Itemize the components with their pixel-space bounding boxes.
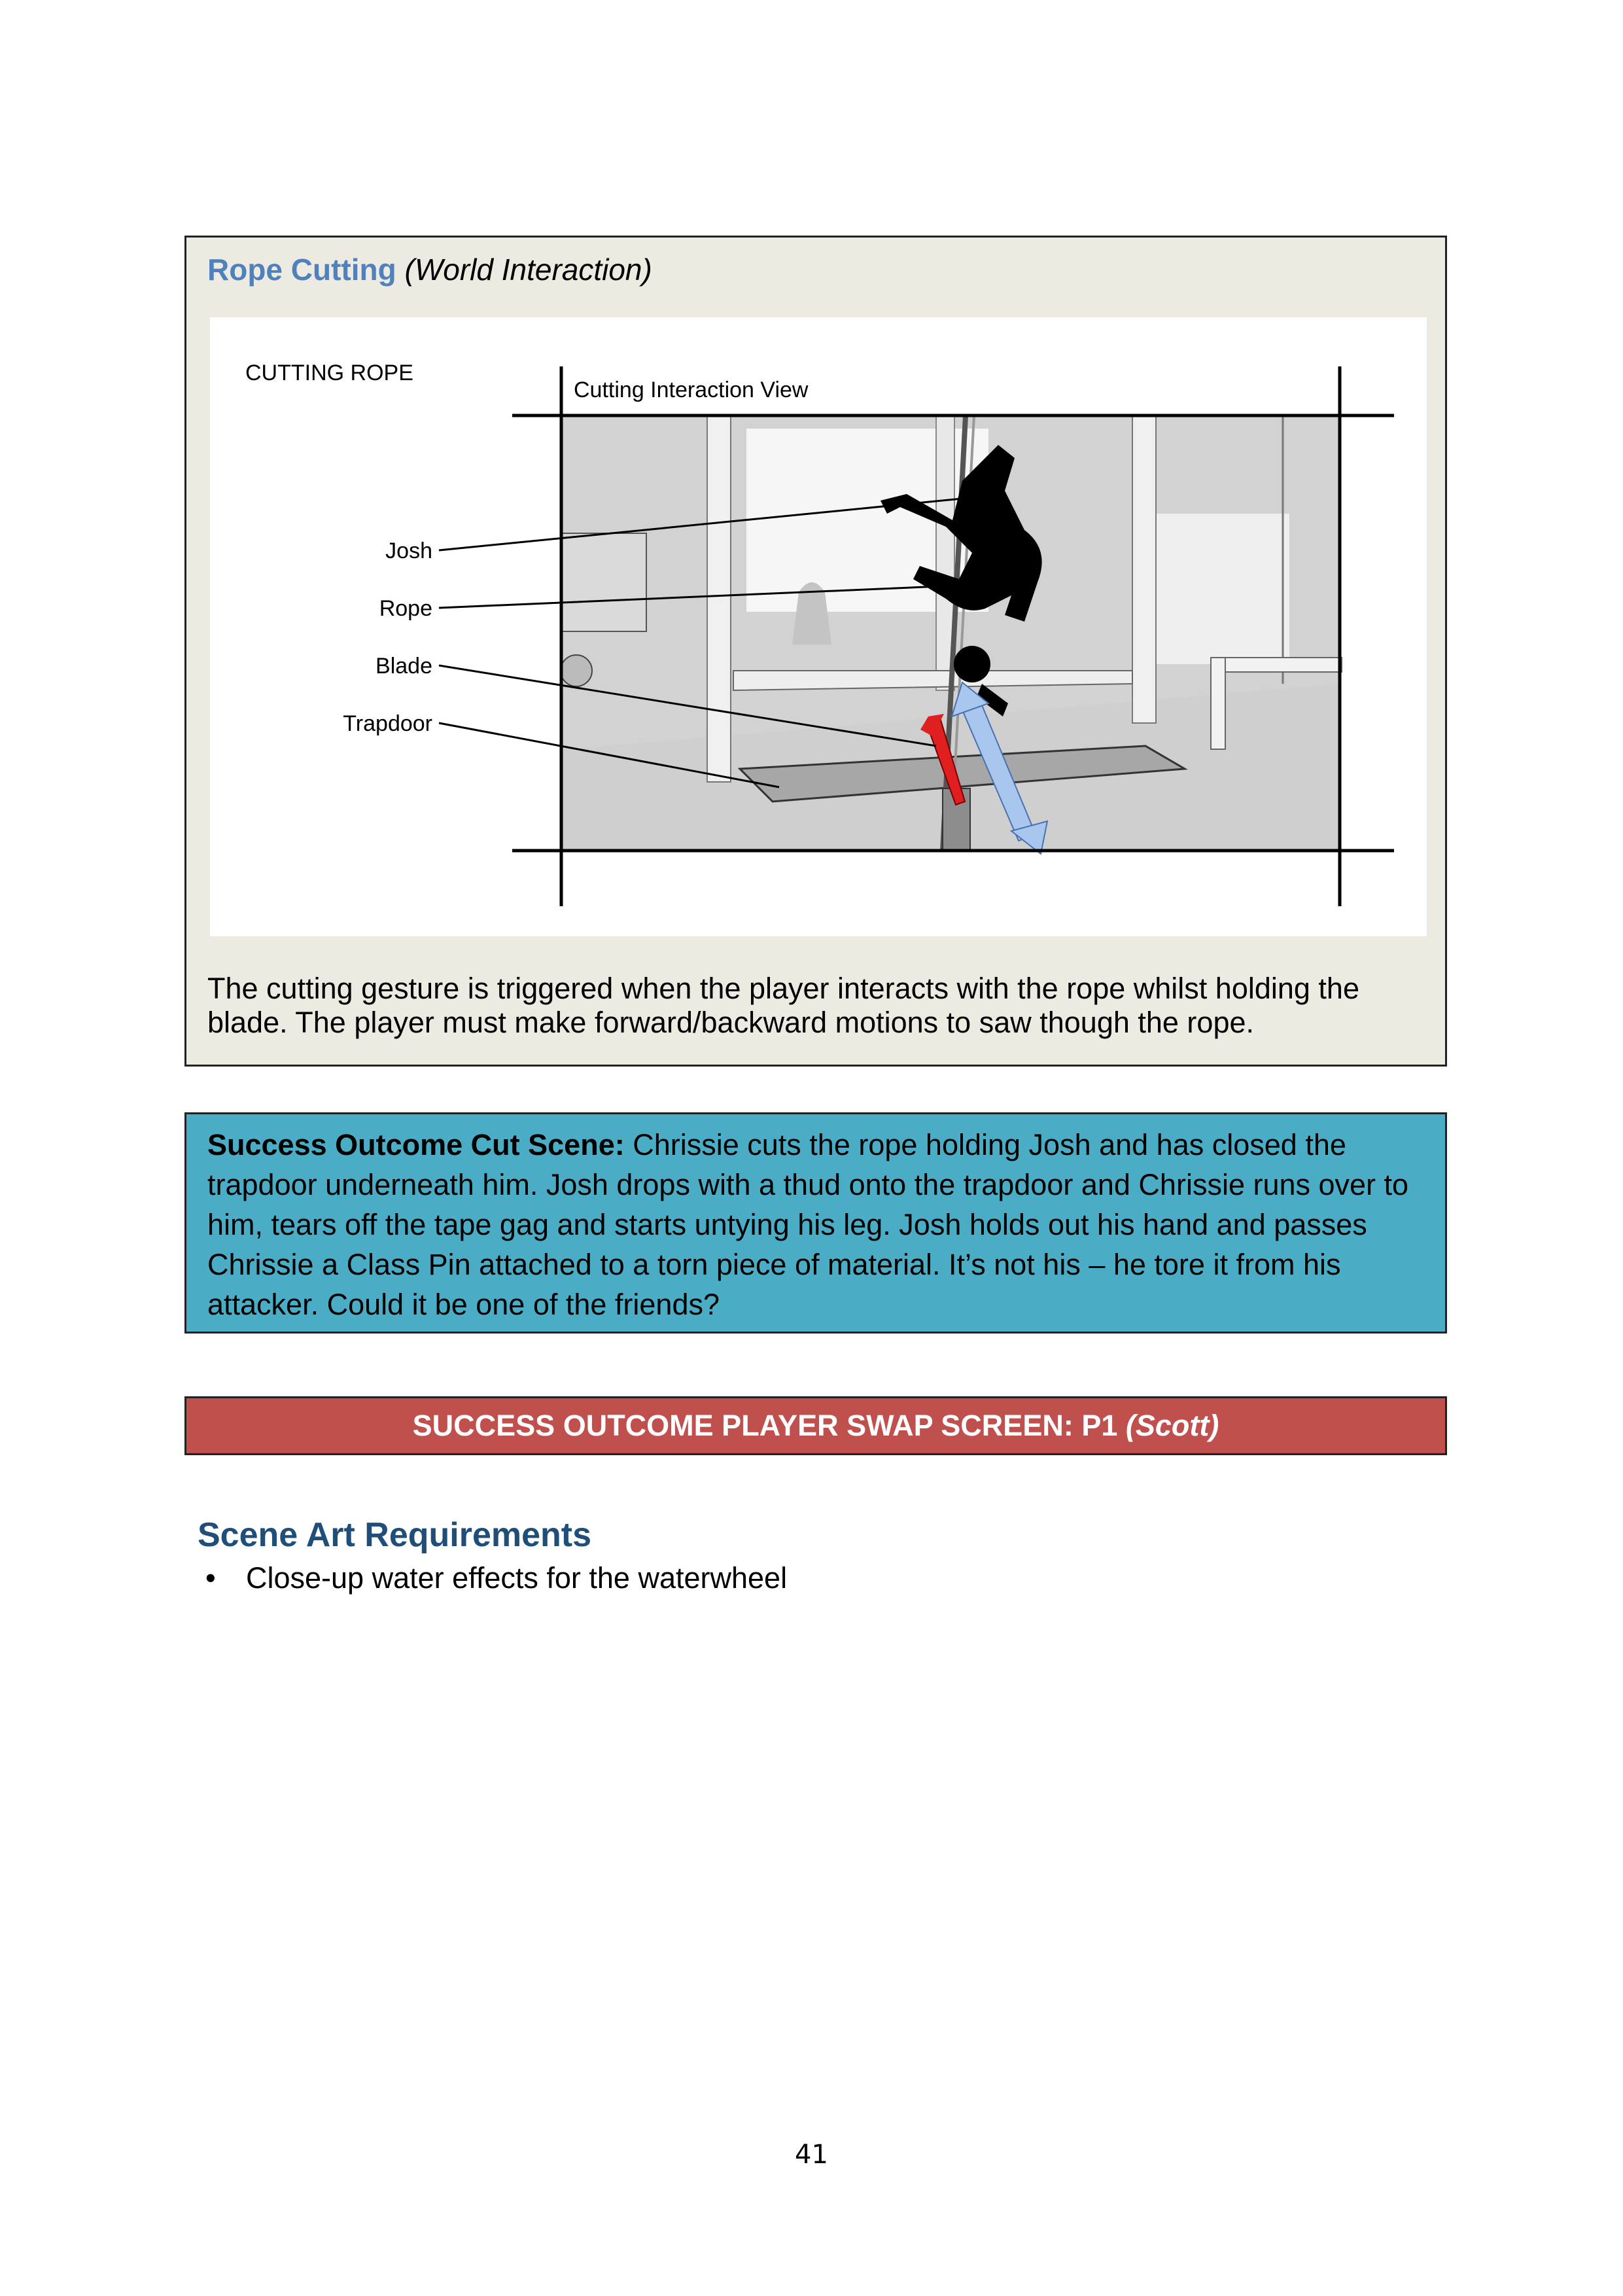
panel-title xyxy=(207,252,652,287)
label-trapdoor: Trapdoor xyxy=(343,711,432,736)
label-josh: Josh xyxy=(385,539,432,563)
panel-title-suffix: (World Interaction) xyxy=(404,253,652,287)
machinery xyxy=(561,533,646,631)
bullet-icon: • xyxy=(205,1561,216,1595)
panel-title-main: Rope Cutting xyxy=(207,253,396,287)
scene-art-heading: Scene Art Requirements xyxy=(198,1516,592,1554)
storyboard-sketch xyxy=(210,317,1427,936)
cut-scene-label: Success Outcome Cut Scene: xyxy=(207,1128,625,1161)
panel-description: The cutting gesture is triggered when the player interacts with the rope whilst holding the blade. The player must make forward/backward motions to saw though the rope. xyxy=(207,972,1359,1039)
player-swap-banner xyxy=(184,1396,1447,1455)
cut-scene-text: Chrissie cuts the rope holding Josh and has closed the trapdoor underneath him. Josh drops with a thud onto the trapdoor and Chrissie runs over to him, tears off the tape gag and starts untying his leg. Josh holds out his hand and passes Chrissie a Class Pin attached to a torn piece of material. It’s not his – he tore it from his attacker. Could it be one of the friends? xyxy=(207,1128,1409,1321)
label-blade: Blade xyxy=(375,654,432,679)
cutting-rope-figure xyxy=(210,317,1427,936)
right-window xyxy=(1139,514,1289,664)
label-rope: Rope xyxy=(379,596,432,621)
list-item xyxy=(198,1559,787,1598)
beam-right xyxy=(1132,415,1156,723)
view-label: Cutting Interaction View xyxy=(574,378,809,402)
art-requirements-list xyxy=(198,1559,787,1598)
right-post xyxy=(1211,658,1225,749)
gear xyxy=(561,655,592,686)
right-rail xyxy=(1211,658,1342,672)
josh-head xyxy=(954,646,990,682)
list-item-text: Close-up water effects for the waterwheel xyxy=(246,1561,788,1595)
banner-text: SUCCESS OUTCOME PLAYER SWAP SCREEN: P1 xyxy=(412,1409,1118,1442)
rope-cutting-panel xyxy=(184,236,1447,1067)
cut-scene-box xyxy=(184,1112,1447,1333)
beam-left xyxy=(707,415,731,782)
page-number: 41 xyxy=(795,2140,828,2170)
banner-player: (Scott) xyxy=(1125,1409,1219,1442)
figure-heading: CUTTING ROPE xyxy=(245,361,413,385)
